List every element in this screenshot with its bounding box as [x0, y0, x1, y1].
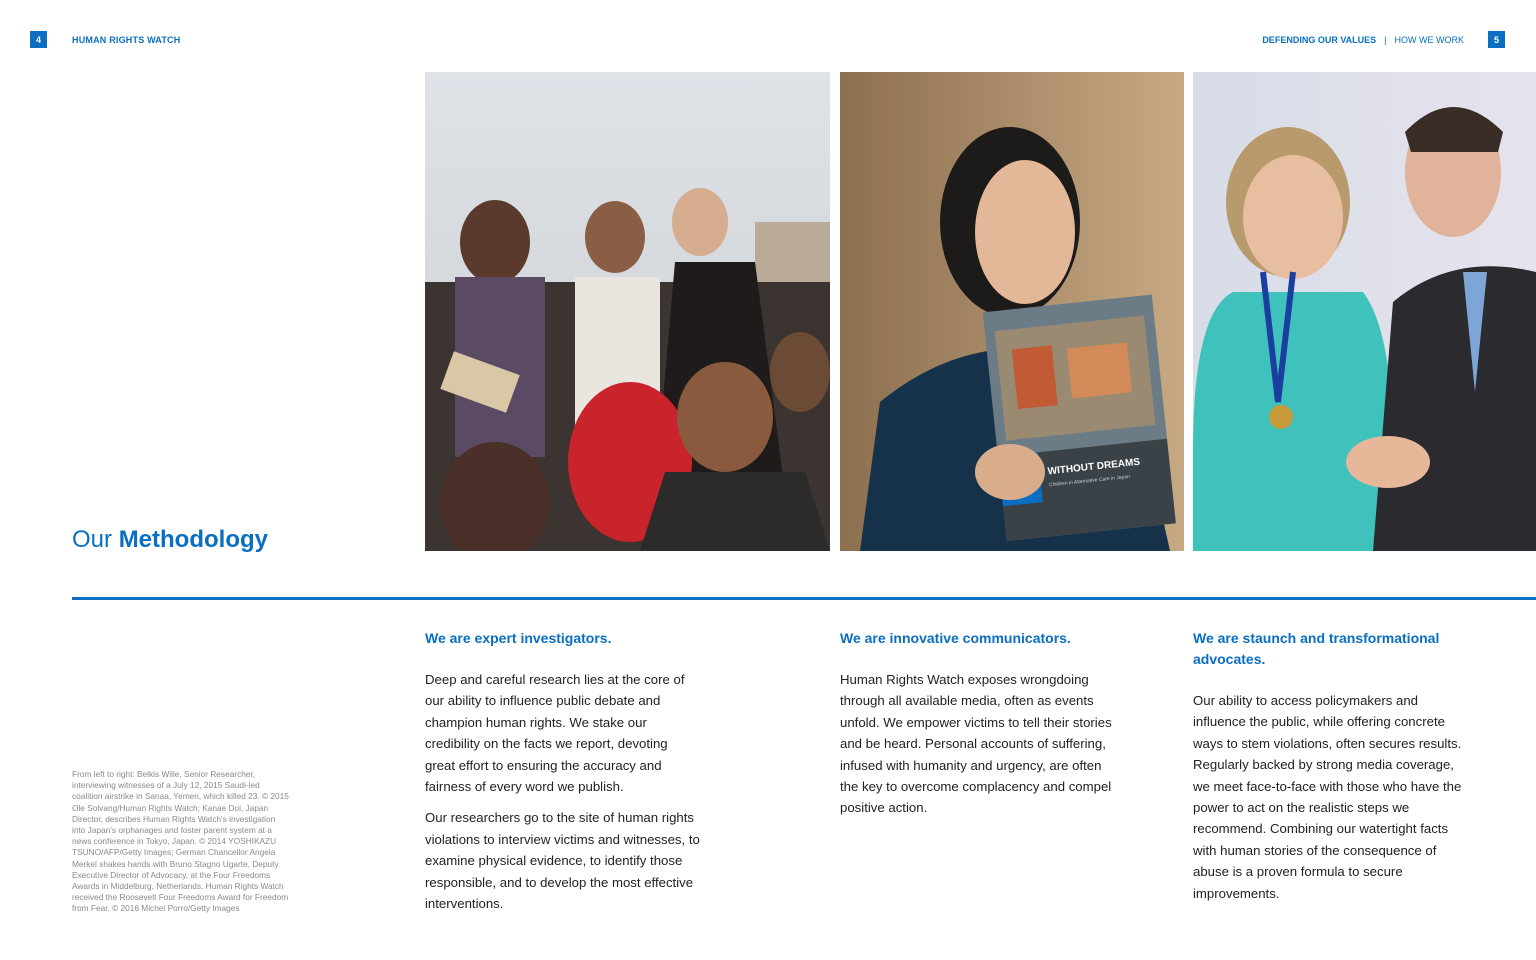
column-heading: We are staunch and transformational advocates. — [1193, 630, 1440, 667]
photo-field-research — [425, 72, 830, 551]
column-paragraph: Our ability to access policymakers and influence the public, while offering concrete ways to stem violations, often secures results. Regularly backed by strong media coverage, we meet face-to-face with those who have the power to act on the realistic steps we recommend. Combining our watertight facts with human stories of the consequence of abuse is a proven formula to secure improvements. — [1193, 693, 1462, 901]
column-advocates — [1193, 628, 1468, 914]
section-breadcrumb — [1262, 35, 1464, 45]
column-paragraph: Our researchers go to the site of human rights violations to interview victims and witnesses, to examine physical evidence, to identify those responsible, and to develop the most effective interventions. — [425, 810, 700, 912]
page-title — [72, 526, 268, 554]
breadcrumb-separator: | — [1384, 35, 1387, 45]
column-communicators — [840, 628, 1118, 829]
report-presentation-image — [840, 72, 1184, 551]
column-paragraph: Human Rights Watch exposes wrongdoing through all available media, often as events unfold. We empower victims to tell their stories and be heard. Personal accounts of suffering, infused with humanity and urgency, are often the key to overcome complacency and compel positive action. — [840, 672, 1112, 816]
left-page-number: 4 — [30, 31, 47, 48]
report-subtitle: Children in Alternative Care in Japan — [1048, 473, 1131, 489]
column-paragraph: Deep and careful research lies at the core of our ability to influence public debate and champion human rights. We stake our credibility on the facts we report, devoting great effort to ensuring the accuracy and fairness of every word we publish. — [425, 672, 685, 795]
right-page-number: 5 — [1488, 31, 1505, 48]
section-name: DEFENDING OUR VALUES — [1262, 35, 1377, 45]
photo-award-handshake — [1193, 72, 1536, 551]
page-title-regular: Our — [72, 526, 113, 553]
column-heading: We are expert investigators. — [425, 630, 612, 646]
field-research-image — [425, 72, 830, 551]
photo-report-presentation — [840, 72, 1184, 551]
column-heading: We are innovative communicators. — [840, 630, 1071, 646]
section-divider — [72, 597, 1536, 600]
subsection-name: HOW WE WORK — [1394, 35, 1464, 45]
column-investigators — [425, 628, 700, 924]
award-handshake-image — [1193, 72, 1536, 551]
page-title-bold: Methodology — [118, 526, 268, 553]
report-title: WITHOUT DREAMS — [1047, 456, 1141, 478]
publication-title: HUMAN RIGHTS WATCH — [72, 35, 181, 45]
photo-caption: From left to right: Belkis Wille, Senior Researcher, interviewing witnesses of a July 12, 2015 Saudi-led coalition airstrike in Sanaa, Yemen, which killed 23. © 2015 Ole Solvang/Human Rights Watch; Kanae Doi, Japan Director, describes Human Rights Watch's investigation into Japan's orphanages and foster parent system at a news conference in Tokyo, Japan. © 2014 YOSHIKAZU TSUNO/AFP/Getty Images; German Chancellor Angela Merkel shakes hands with Bruno Stagno Ugarte, Deputy Executive Director of Advocacy, at the Four Freedoms Awards in Middelburg, Netherlands. Human Rights Watch received the Roosevelt Four Freedoms Award for Freedom from Fear. © 2016 Michel Porro/Getty Images — [72, 769, 289, 914]
